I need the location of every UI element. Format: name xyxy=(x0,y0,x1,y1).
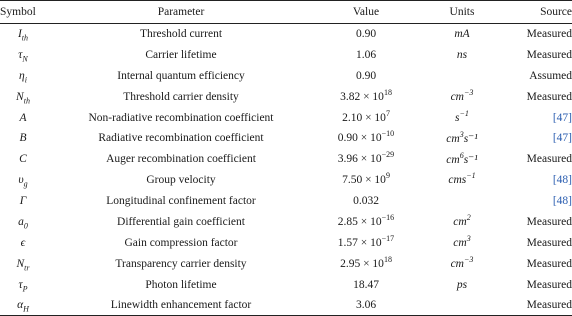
parameter-cell: Longitudinal confinement factor xyxy=(106,195,256,208)
units-cell xyxy=(416,128,508,149)
source-reference-link[interactable]: [48] xyxy=(552,195,572,208)
parameter-cell: Internal quantum efficiency xyxy=(117,69,245,82)
value-cell xyxy=(316,24,416,45)
units-cell xyxy=(416,170,508,191)
symbol-subscript: H xyxy=(23,304,29,314)
value: 0.90 × 10 xyxy=(337,132,382,145)
value: 0.032 xyxy=(353,195,379,208)
table-row xyxy=(0,170,572,191)
unit: cm xyxy=(450,257,464,270)
symbol-subscript: N xyxy=(22,54,28,64)
unit-exponent: −1 xyxy=(466,171,476,181)
table-row xyxy=(0,24,572,45)
table-row xyxy=(0,86,572,107)
unit-exponent: 6 xyxy=(459,151,464,161)
unit: cm xyxy=(446,154,460,167)
header-source: Source xyxy=(508,1,572,24)
source-reference-link[interactable]: [47] xyxy=(552,132,572,145)
table-row xyxy=(0,65,572,86)
source-cell: Measured xyxy=(526,236,572,249)
unit: cm xyxy=(453,236,467,249)
unit-exponent: 3 xyxy=(459,130,464,140)
value-exponent: 7 xyxy=(385,108,390,118)
value-cell xyxy=(316,212,416,233)
symbol-subscript: th xyxy=(21,33,29,43)
source-cell: Measured xyxy=(526,90,572,103)
header-value: Value xyxy=(316,1,416,24)
symbol: B xyxy=(19,132,27,145)
source-cell: Measured xyxy=(526,278,572,291)
symbol: α xyxy=(17,299,24,312)
source-reference-link[interactable]: [48] xyxy=(552,174,572,187)
source-cell: Measured xyxy=(508,295,572,316)
symbol-cell xyxy=(0,107,46,128)
value-cell xyxy=(316,128,416,149)
value-exponent: −16 xyxy=(381,213,395,223)
units-cell xyxy=(416,86,508,107)
unit: cm xyxy=(446,133,460,146)
value-exponent: −17 xyxy=(381,234,395,244)
source-cell: Measured xyxy=(526,215,572,228)
symbol-cell xyxy=(0,86,46,107)
value: 7.50 × 10 xyxy=(342,174,386,187)
source-cell: Measured xyxy=(526,257,572,270)
symbol-subscript: 0 xyxy=(23,221,28,231)
table-row xyxy=(0,149,572,170)
source-cell: Assumed xyxy=(529,69,572,82)
value-cell xyxy=(316,170,416,191)
value-exponent: −29 xyxy=(381,150,395,160)
value: 2.10 × 10 xyxy=(342,111,386,124)
value: 1.06 xyxy=(355,48,377,61)
symbol-cell xyxy=(0,65,46,86)
unit-exponent: −1 xyxy=(459,108,469,118)
unit-tail: s⁻¹ xyxy=(463,154,478,167)
units-cell xyxy=(416,149,508,170)
unit: ns xyxy=(456,48,468,61)
symbol-cell xyxy=(0,128,46,149)
parameter-cell: Threshold carrier density xyxy=(123,90,239,103)
value: 3.96 × 10 xyxy=(337,153,382,166)
symbol-cell xyxy=(0,232,46,253)
value-exponent: −10 xyxy=(381,129,395,139)
parameter-cell: Differential gain coefficient xyxy=(117,215,245,228)
parameter-cell: Transparency carrier density xyxy=(115,257,247,270)
units-cell xyxy=(416,212,508,233)
symbol: a xyxy=(18,215,24,228)
units-cell xyxy=(416,274,508,295)
parameter-cell: Threshold current xyxy=(139,28,223,41)
parameter-cell: Group velocity xyxy=(146,174,216,187)
symbol: τ xyxy=(18,48,23,61)
units-cell xyxy=(416,191,508,212)
symbol-cell xyxy=(0,253,46,274)
unit: cm xyxy=(453,215,467,228)
value-cell xyxy=(316,274,416,295)
parameter-cell: Non-radiative recombination coefficient xyxy=(88,111,274,124)
table-row xyxy=(0,212,572,233)
header-row xyxy=(0,1,572,24)
table-row xyxy=(0,253,572,274)
value-cell xyxy=(316,107,416,128)
symbol: N xyxy=(16,90,24,103)
symbol-cell xyxy=(0,274,46,295)
parameter-cell: Radiative recombination coefficient xyxy=(98,132,264,145)
table-row xyxy=(0,107,572,128)
symbol: Γ xyxy=(19,195,27,208)
source-cell: Measured xyxy=(526,28,572,41)
value: 1.57 × 10 xyxy=(337,236,382,249)
symbol: A xyxy=(19,111,27,124)
table-row xyxy=(0,191,572,212)
symbol: ϵ xyxy=(20,236,26,249)
header-symbol: Symbol xyxy=(0,1,46,24)
symbol-subscript: i xyxy=(24,75,27,85)
unit-exponent: −3 xyxy=(464,87,474,97)
value: 3.06 xyxy=(355,299,377,312)
unit: cm xyxy=(450,90,464,103)
symbol-cell xyxy=(0,44,46,65)
table-row xyxy=(0,232,572,253)
parameter-cell: Linewidth enhancement factor xyxy=(46,295,316,316)
value-cell xyxy=(316,86,416,107)
value: 18.47 xyxy=(353,278,379,291)
value-exponent: 18 xyxy=(383,254,392,264)
header-units: Units xyxy=(416,1,508,24)
units-cell xyxy=(416,232,508,253)
symbol: N xyxy=(16,257,25,270)
unit-tail: s⁻¹ xyxy=(463,133,478,146)
symbol-cell xyxy=(0,212,46,233)
symbol-cell xyxy=(0,191,46,212)
symbol: η xyxy=(19,69,25,82)
symbol: I xyxy=(17,28,22,41)
value-cell xyxy=(316,44,416,65)
value-cell xyxy=(316,253,416,274)
table-row xyxy=(0,274,572,295)
value-exponent: 9 xyxy=(385,171,390,181)
units-cell xyxy=(416,107,508,128)
symbol-cell xyxy=(0,170,46,191)
symbol: υ xyxy=(18,174,24,187)
symbol-subscript: th xyxy=(23,95,30,105)
symbol-subscript: tr xyxy=(24,263,30,273)
value-cell xyxy=(316,149,416,170)
parameter-cell: Photon lifetime xyxy=(145,278,217,291)
unit-exponent: 2 xyxy=(466,213,471,223)
value: 0.90 xyxy=(355,28,377,41)
unit: s xyxy=(455,111,460,124)
units-cell xyxy=(416,253,508,274)
value: 3.82 × 10 xyxy=(340,90,384,103)
unit-exponent: 3 xyxy=(466,234,471,244)
symbol: C xyxy=(19,153,27,166)
value-cell xyxy=(316,191,416,212)
value-cell xyxy=(316,232,416,253)
units-cell xyxy=(416,24,508,45)
parameter-cell: Gain compression factor xyxy=(124,236,238,249)
value: 0.90 xyxy=(355,69,377,82)
value: 2.85 × 10 xyxy=(337,215,382,228)
unit: ps xyxy=(456,278,468,291)
parameter-cell: Auger recombination coefficient xyxy=(106,153,256,166)
value-cell xyxy=(316,65,416,86)
symbol: τ xyxy=(18,278,23,291)
unit: mA xyxy=(454,28,470,41)
source-cell: Measured xyxy=(526,153,572,166)
source-cell: Measured xyxy=(526,48,572,61)
symbol-cell xyxy=(0,24,46,45)
unit: cms xyxy=(448,174,467,187)
table-row xyxy=(0,128,572,149)
units-cell xyxy=(416,65,508,86)
symbol-cell xyxy=(0,149,46,170)
parameter-cell: Carrier lifetime xyxy=(145,48,217,61)
header-parameter: Parameter xyxy=(46,1,316,24)
units-cell xyxy=(416,44,508,65)
table-row xyxy=(0,44,572,65)
symbol-subscript: P xyxy=(22,283,28,293)
source-reference-link[interactable]: [47] xyxy=(552,111,572,124)
unit-exponent: −3 xyxy=(464,254,474,264)
value-exponent: 18 xyxy=(383,87,392,97)
symbol-subscript: g xyxy=(23,179,28,189)
value: 2.95 × 10 xyxy=(340,257,384,270)
